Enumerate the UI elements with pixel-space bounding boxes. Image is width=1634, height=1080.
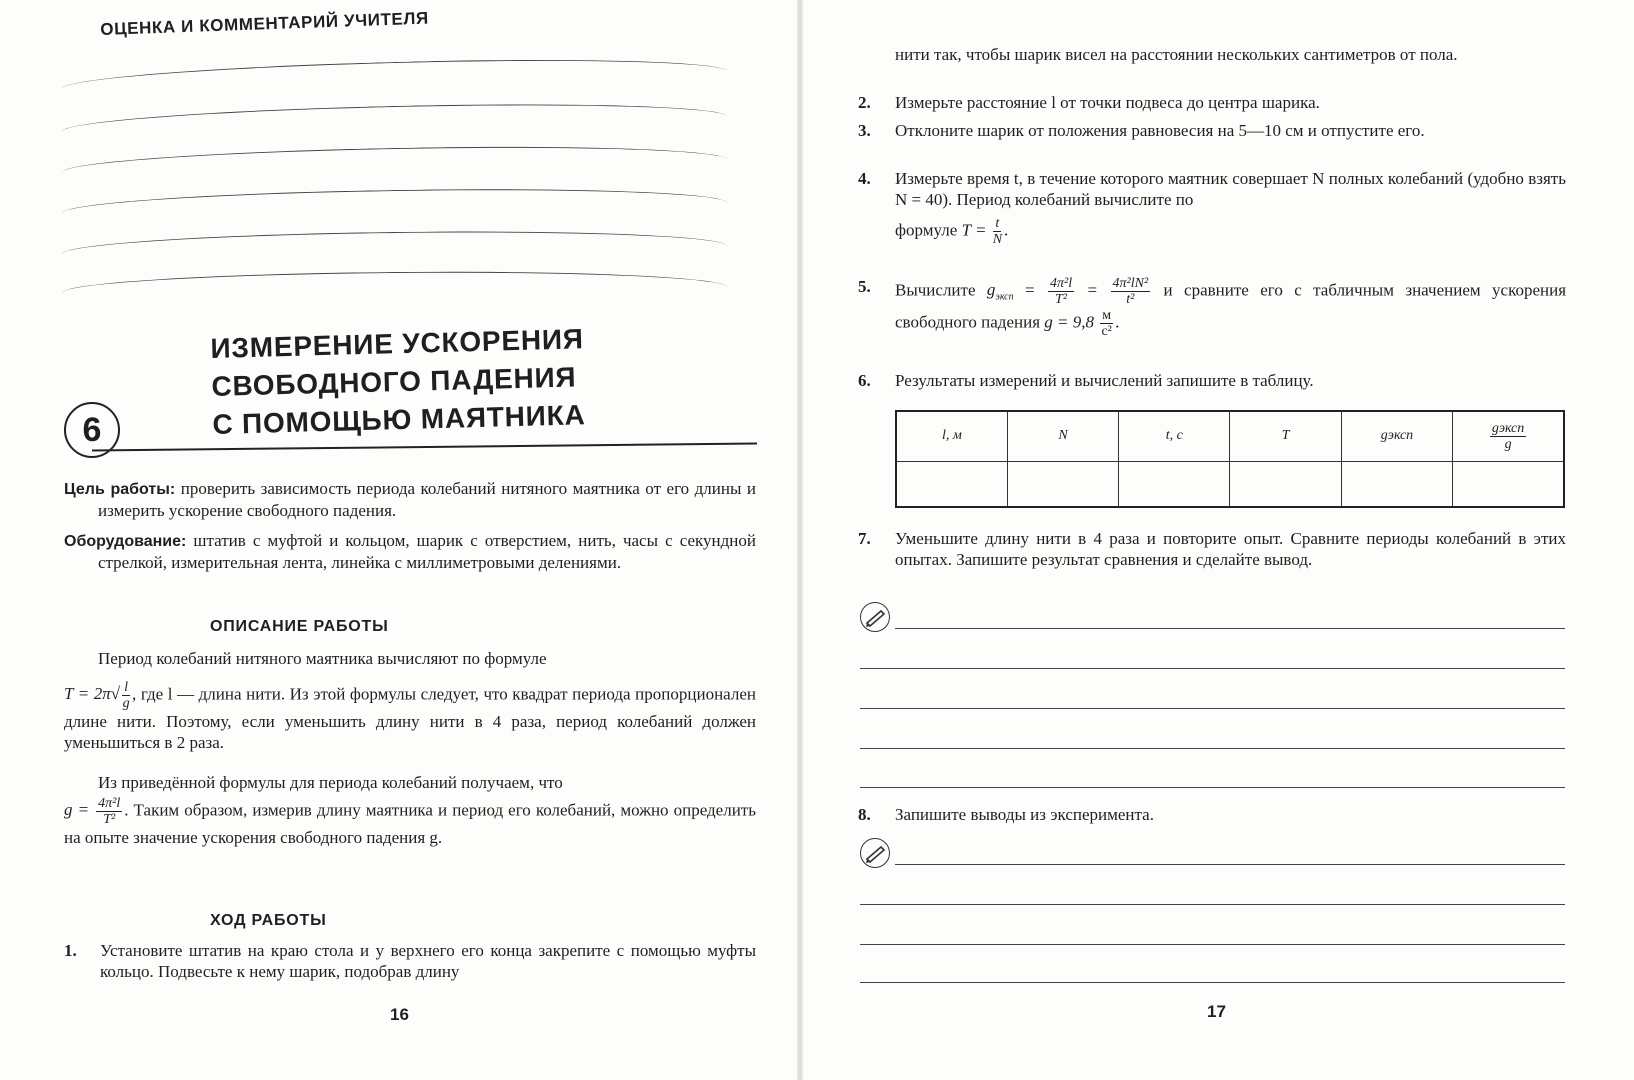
procedure-heading: ХОД РАБОТЫ (210, 912, 327, 929)
step-text: Запишите выводы из эксперимента. (895, 805, 1154, 824)
writing-line (62, 269, 727, 311)
frac-num: t (995, 216, 1000, 231)
step-number: 1. (64, 941, 77, 960)
step-6 (858, 370, 1566, 391)
description-paragraph-2 (64, 772, 756, 793)
pen-icon (860, 838, 890, 868)
goal-text: проверить зависимость периода колебаний нитяного маятника от его длины и измерить ускорение свободного падения. (98, 479, 756, 520)
frac-num: 4π²lN² (1112, 276, 1149, 291)
description-paragraph-2-cont (64, 796, 756, 848)
lab-number-badge: 6 (64, 402, 120, 458)
step-8 (858, 804, 1566, 825)
period-formula: T = 2π√ $\frac{l}{g}$ (64, 680, 130, 711)
table-cell[interactable] (1341, 461, 1452, 507)
answer-line[interactable] (860, 708, 1565, 709)
formula-part: g = (64, 800, 90, 820)
g-subscript: эксп (995, 291, 1014, 303)
step-7 (858, 528, 1566, 570)
step-number: 5. (858, 277, 871, 296)
frac-num: 4π²l (98, 796, 121, 811)
goal-paragraph (64, 478, 756, 521)
left-page (0, 0, 800, 1080)
frac-den: T² (1055, 292, 1068, 307)
formula-label: формуле (895, 220, 958, 240)
equipment-paragraph (64, 530, 756, 573)
formula-part: T = 2π (64, 684, 111, 704)
pen-icon (860, 602, 890, 632)
fraction (1111, 276, 1151, 307)
frac-den: T² (103, 812, 116, 827)
step-text-end: и сравните его с табличным значением ускорения свободного падения (895, 280, 1567, 332)
equals: = (1024, 280, 1035, 300)
table-header-cell: l, м (896, 411, 1007, 461)
step-text: Измерьте расстояние l от точки подвеса до центра шарика. (895, 93, 1320, 112)
goal-label: Цель работы: (64, 481, 176, 498)
description-paragraph-1-cont (64, 680, 756, 753)
lab-title-line: СВОБОДНОГО ПАДЕНИЯ (211, 361, 577, 402)
equipment-label: Оборудование: (64, 533, 187, 550)
equipment-text: штатив с муфтой и кольцом, шарик с отверстием, нить, часы с секундной стрелкой, измерительная лента, линейка с миллиметровыми делениями. (98, 531, 756, 572)
step-3 (858, 120, 1566, 141)
frac-den: t² (1126, 292, 1135, 307)
writing-line (62, 228, 727, 272)
g-exp (986, 280, 1014, 303)
page-number-right: 17 (1207, 1002, 1226, 1021)
step-text: Уменьшите длину нити в 4 раза и повторите опыт. Сравните периоды колебаний в этих опытах. Запишите результат сравнения и сделайте вывод. (895, 529, 1566, 569)
step-4-formula: формуле T = $\frac{t}{N}$ . (895, 216, 1009, 247)
desc-text: Из приведённой формулы для периода колебаний получаем, (98, 773, 535, 792)
frac-den: g (1504, 436, 1512, 452)
answer-line[interactable] (860, 748, 1565, 749)
step-text: Установите штатив на краю стола и у верхнего его конца закрепите с помощью муфты кольцо. Подвесьте к нему шарик, подобрав длину (100, 941, 756, 981)
step-number: 7. (858, 529, 871, 548)
g-formula (64, 796, 124, 827)
table-header-cell (1453, 411, 1564, 461)
desc-text: Период колебаний нитяного маятника вычисляют по формуле (98, 649, 547, 668)
g-symbol: g (986, 280, 996, 300)
frac-num: 4π²l (1049, 276, 1073, 291)
table-cell[interactable] (1230, 461, 1341, 507)
step-text: Результаты измерений и вычислений запишите в таблицу. (895, 371, 1314, 390)
unit-fraction (1100, 308, 1113, 339)
lab-title-line: ИЗМЕРЕНИЕ УСКОРЕНИЯ (210, 323, 585, 364)
description-paragraph-1 (64, 648, 756, 669)
step-5 (858, 276, 1566, 339)
frac-den: N (992, 232, 1003, 247)
frac-num: l (124, 680, 129, 695)
table-header-cell: T (1230, 411, 1341, 461)
frac-num: gэксп (1491, 420, 1525, 436)
book-spine (797, 0, 803, 1080)
equals: = (1087, 280, 1098, 300)
step-number: 3. (858, 121, 871, 140)
writing-line (62, 185, 727, 231)
description-heading: ОПИСАНИЕ РАБОТЫ (210, 618, 389, 635)
answer-line[interactable] (860, 944, 1565, 945)
step-number: 2. (858, 93, 871, 112)
desc-text: что (538, 773, 563, 792)
answer-line[interactable] (860, 904, 1565, 905)
step-4 (858, 168, 1566, 210)
teacher-comment-heading: ОЦЕНКА И КОММЕНТАРИЙ УЧИТЕЛЯ (100, 8, 430, 39)
desc-text: . Таким образом, измерив длину маятника и период его колебаний, можно определить на опыте значение ускорения свободного падения g. (64, 800, 756, 847)
results-table (895, 410, 1565, 508)
title-rule (92, 443, 757, 452)
answer-line[interactable] (895, 864, 1565, 865)
table-header-cell: t, с (1119, 411, 1230, 461)
table-cell[interactable] (1453, 461, 1564, 507)
answer-line[interactable] (895, 628, 1565, 629)
step-1 (64, 940, 756, 982)
lab-title-line: С ПОМОЩЬЮ МАЯТНИКА (212, 399, 586, 440)
answer-line[interactable] (860, 787, 1565, 788)
writing-line (62, 142, 728, 191)
fraction (1048, 276, 1074, 307)
page-number-left: 16 (390, 1005, 409, 1024)
table-cell[interactable] (1119, 461, 1230, 507)
table-header-row (896, 411, 1564, 461)
frac-den: g (122, 696, 130, 711)
lab-title (210, 320, 586, 444)
step-text-start: Вычислите (895, 280, 976, 300)
frac-num: м (1102, 307, 1112, 323)
fraction (993, 216, 1002, 247)
answer-line[interactable] (860, 982, 1565, 983)
writing-line (62, 98, 728, 149)
step-text: Измерьте время t, в течение которого маятник совершает N полных колебаний (удобно взять N = 40). Период колебаний вычислите по (895, 169, 1566, 209)
formula-part: T = (961, 220, 987, 240)
table-header-cell: gэксп (1341, 411, 1452, 461)
answer-line[interactable] (860, 668, 1565, 669)
step-text: Вычислите $g_{эксп}$ = $\frac{\text{4π²l}}{\text{T²}}$ = $\frac{\text{4π²lN²}}{\text{t²}}$ и сравните его с табличным значением ускорения свободного падения g = 9,8 $\frac{м}{\text{с²}}$ . (895, 276, 1567, 339)
writing-line (62, 53, 728, 106)
step-text: Отклоните шарик от положения равновесия на 5—10 см и отпустите его. (895, 121, 1425, 140)
table-cell[interactable] (1007, 461, 1118, 507)
table-row (896, 461, 1564, 507)
frac-den: с² (1101, 323, 1112, 339)
desc-text: , где l — длина нити. Из этой формулы следует, что квадрат периода пропорционален длине нити. Поэтому, если уменьшить длину нити в 4 раза, период колебаний должен уменьшиться в 2 раза. (64, 684, 756, 752)
step-2 (858, 92, 1566, 113)
fraction (1490, 421, 1526, 452)
step-number: 8. (858, 805, 871, 824)
step-number: 6. (858, 371, 871, 390)
table-cell[interactable] (896, 461, 1007, 507)
table-header-cell: N (1007, 411, 1118, 461)
step-1-continued: нити так, чтобы шарик висел на расстоянии нескольких сантиметров от пола. (895, 45, 1458, 64)
g-value: g = 9,8 (1044, 312, 1094, 332)
step-number: 4. (858, 169, 871, 188)
